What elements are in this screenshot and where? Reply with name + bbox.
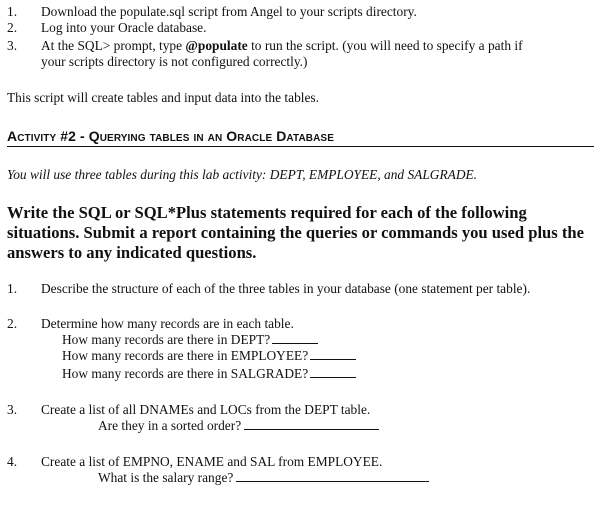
step-1-number: 1. xyxy=(7,4,18,19)
activity-heading: Activity #2 - Querying tables in an Oracle Database xyxy=(7,128,334,144)
step-2-text: Log into your Oracle database. xyxy=(41,20,207,35)
question-3-number: 3. xyxy=(7,402,18,417)
step-3-text-before: At the SQL> prompt, type xyxy=(41,38,186,53)
employee-count-answer-blank xyxy=(310,348,356,360)
instructions: Write the SQL or SQL*Plus statements required for each of the following situations. Submit a report containing the queries or commands you used plus the answers to any indicated questions. xyxy=(7,203,585,262)
question-2-sub-3 xyxy=(62,366,356,382)
employee-count-question: How many records are there in EMPLOYEE? xyxy=(62,348,309,363)
question-1-number: 1. xyxy=(7,281,18,296)
dept-count-answer-blank xyxy=(272,332,318,344)
question-2-number: 2. xyxy=(7,316,18,331)
question-2-sub-2 xyxy=(62,348,356,364)
sorted-order-answer-blank xyxy=(244,418,379,430)
sorted-order-question: Are they in a sorted order? xyxy=(98,418,242,433)
question-3-text: Create a list of all DNAMEs and LOCs from the DEPT table. xyxy=(41,402,371,417)
question-2-text: Determine how many records are in each table. xyxy=(41,316,294,331)
step-2-number: 2. xyxy=(7,20,18,35)
salgrade-count-answer-blank xyxy=(310,366,356,378)
step-3-text-line2: your scripts directory is not configured correctly.) xyxy=(41,54,308,69)
step-3-text xyxy=(41,38,523,54)
dept-count-question: How many records are there in DEPT? xyxy=(62,332,271,347)
populate-command: @populate xyxy=(185,38,248,53)
question-4-sub-1 xyxy=(98,470,429,486)
heading-rule xyxy=(7,146,594,147)
question-4-number: 4. xyxy=(7,454,18,469)
salary-range-answer-blank xyxy=(236,470,429,482)
question-1-text: Describe the structure of each of the three tables in your database (one statement per table). xyxy=(41,281,531,296)
salary-range-question: What is the salary range? xyxy=(98,470,234,485)
script-note: This script will create tables and input data into the tables. xyxy=(7,90,319,105)
question-4-text: Create a list of EMPNO, ENAME and SAL from EMPLOYEE. xyxy=(41,454,383,469)
question-2-sub-1 xyxy=(62,332,318,348)
step-3-text-after: to run the script. (you will need to specify a path if xyxy=(247,38,523,53)
tables-note: You will use three tables during this lab activity: DEPT, EMPLOYEE, and SALGRADE. xyxy=(7,167,478,182)
step-3-number: 3. xyxy=(7,38,18,53)
question-3-sub-1 xyxy=(98,418,379,434)
salgrade-count-question: How many records are there in SALGRADE? xyxy=(62,366,309,381)
step-1-text: Download the populate.sql script from Angel to your scripts directory. xyxy=(41,4,417,19)
